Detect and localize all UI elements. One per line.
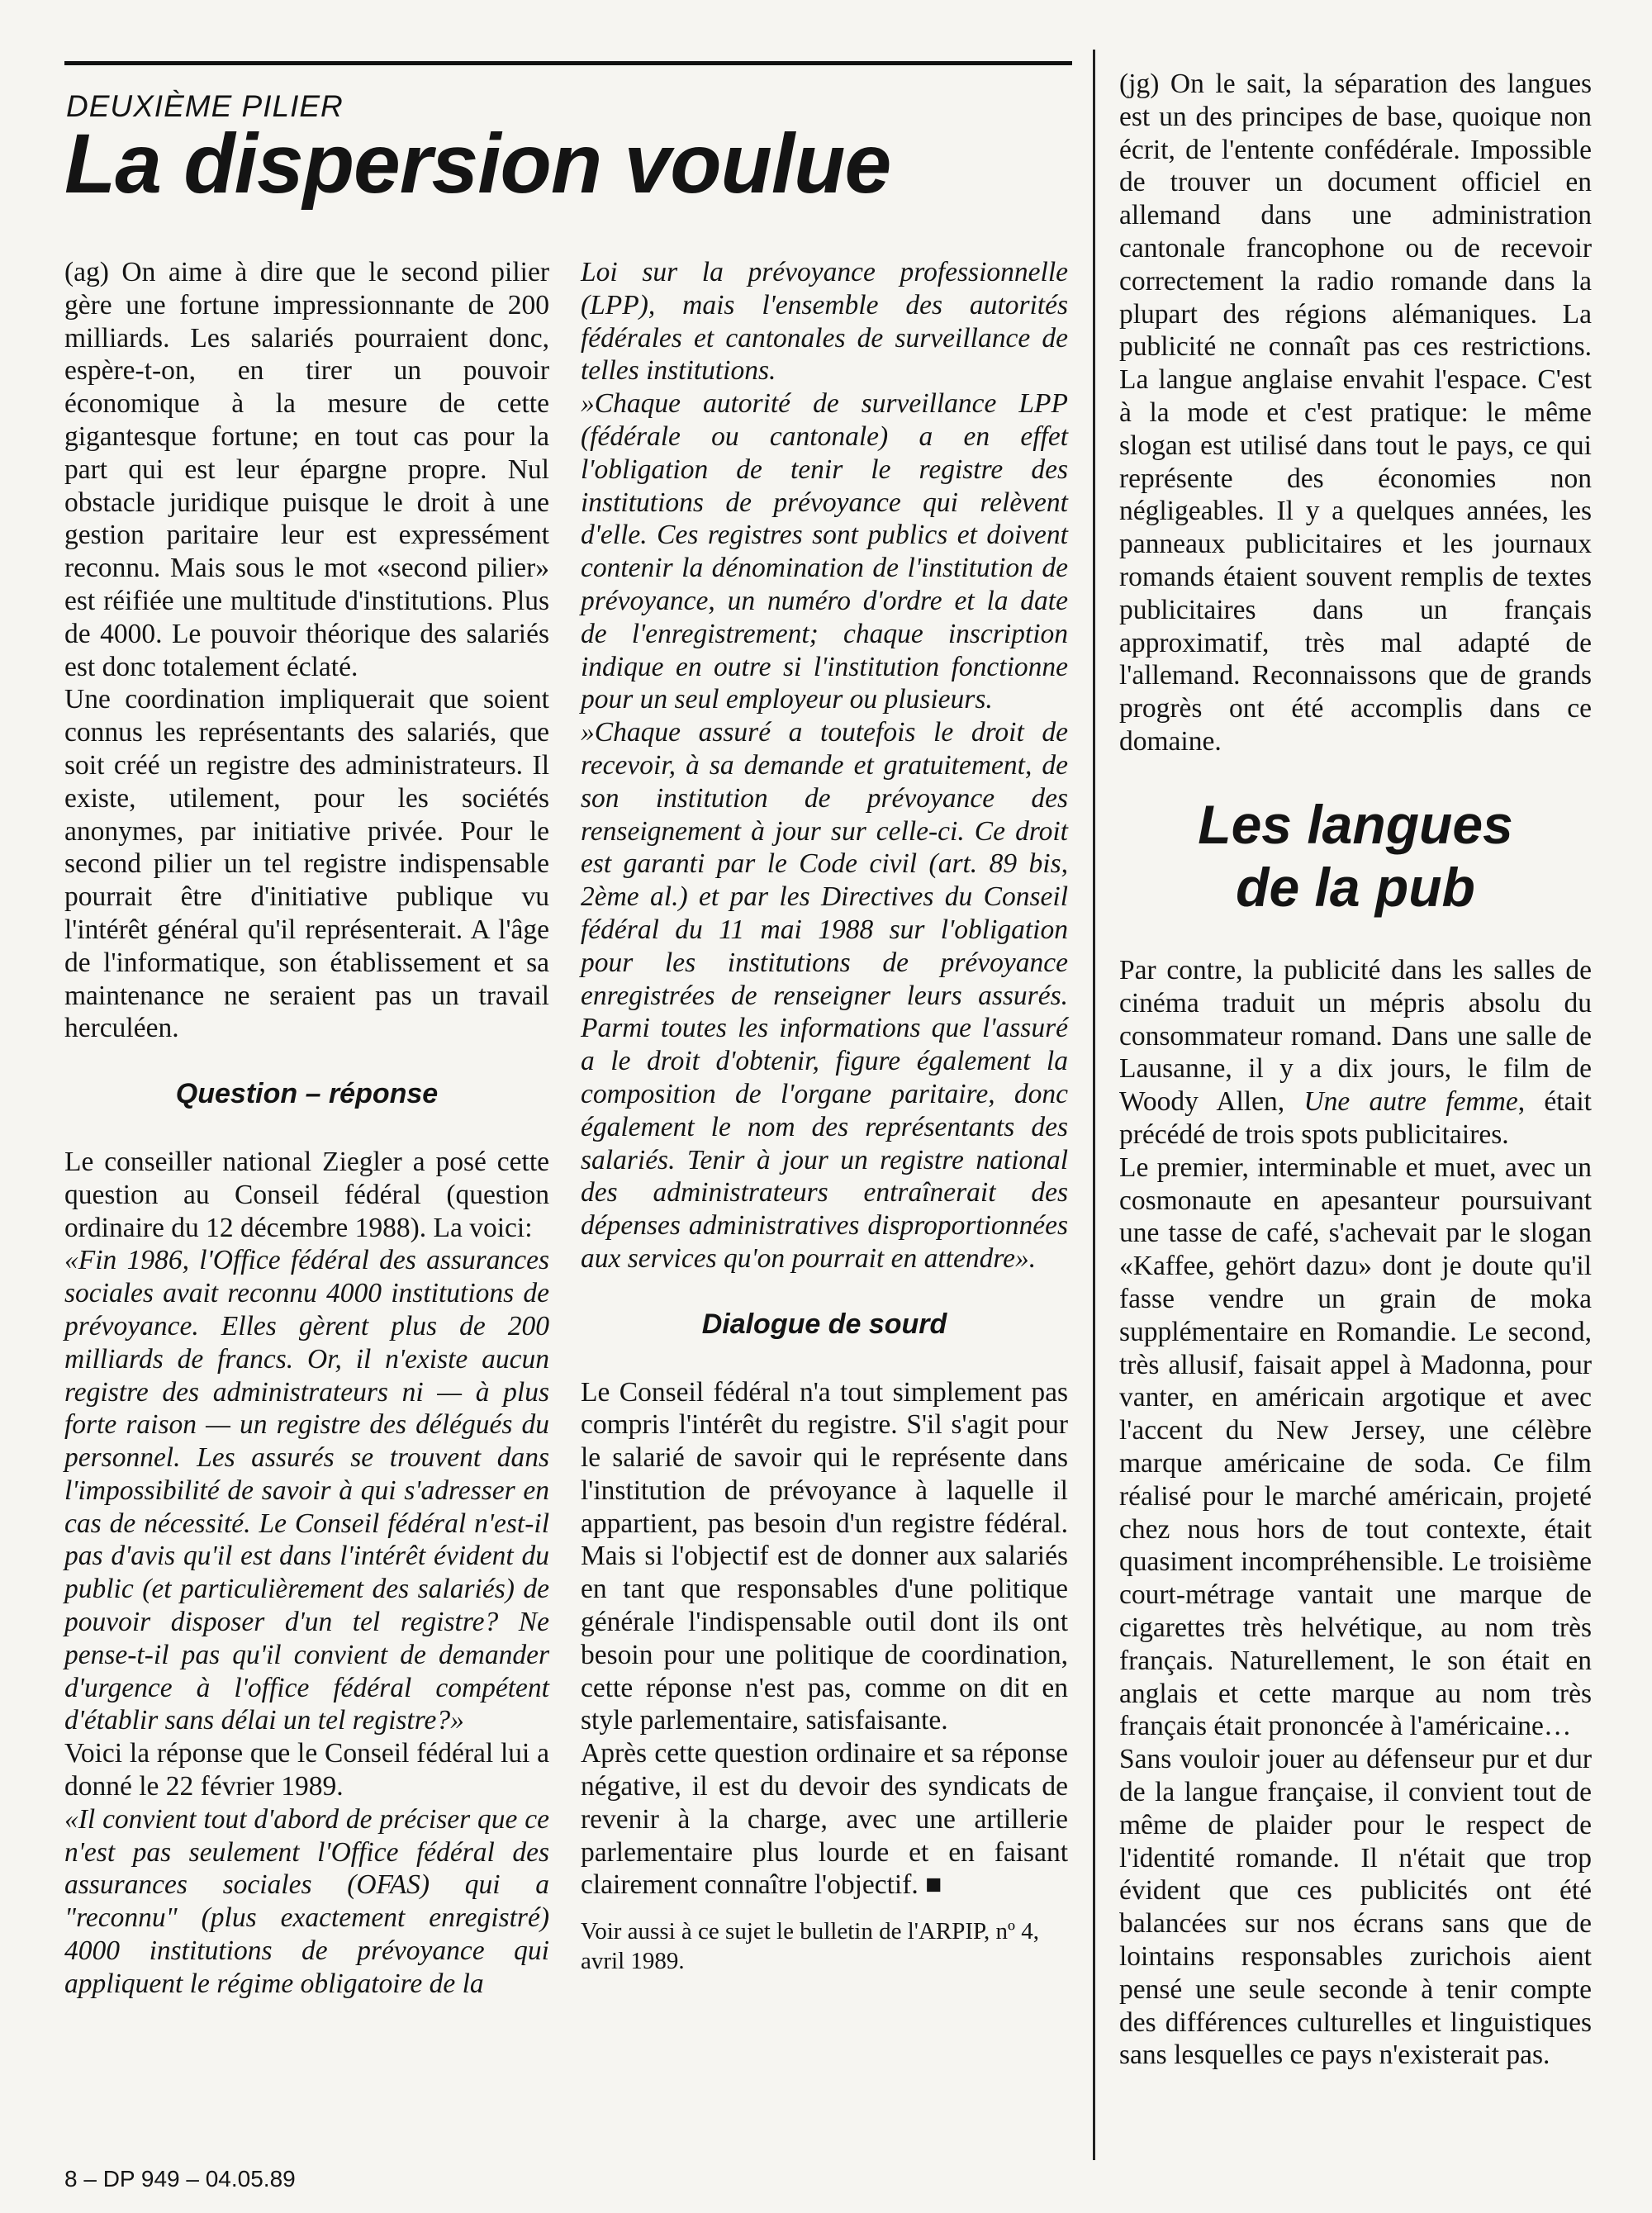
paragraph: Après cette question ordinaire et sa réponse négative, il est du devoir des syndicats de revenir à la charge, avec une artillerie parlementaire plus lourde et en faisant clairement connaître l'objectif. ■ [581, 1738, 1068, 1901]
text-span: Par contre, la publicité dans les salles de cinéma traduit un mépris absolu du consommateur romand. Dans une salle de Lausanne, il y a dix jours, le film de Woody Allen, [1119, 955, 1592, 1118]
article-title: La dispersion voulue [64, 116, 891, 211]
paragraph: Le premier, interminable et muet, avec un cosmonaute en apesanteur poursuivant une tasse de café, s'achevait par le slogan «Kaffee, gehört dazu» dont je doute qu'il fasse vendre un grain de moka supplémentaire en Romandie. Le second, très allusif, faisait appel à Madonna, pour vanter, en américain argotique et avec l'accent du New Jersey, une célèbre marque américaine de soda. Ce film réalisé pour le marché américain, projeté chez nous hors de tout contexte, était quasiment incompréhensible. Le troisième court-métrage vantait une marque de cigarettes très helvétique, au nom très français. Naturellement, le son était en anglais et cette marque au nom très français était prononcée à l'américaine… [1119, 1152, 1592, 1742]
paragraph: Voici la réponse que le Conseil fédéral lui a donné le 22 février 1989. [64, 1738, 549, 1802]
paragraph: Le conseiller national Ziegler a posé cette question au Conseil fédéral (question ordinaire du 12 décembre 1988). La voici: [64, 1146, 549, 1243]
film-title: Une autre femme [1303, 1086, 1518, 1118]
article2-title-line1: Les langues [1198, 794, 1513, 855]
paragraph: Une coordination impliquerait que soient connus les représentants des salariés, que soit créé un registre des administrateurs. Il existe, utilement, pour les sociétés anonymes, par initiative privée. Pour le second pilier un tel registre indispensable pourrait être d'initiative publique vu l'intérêt général qu'il représenterait. A l'âge de l'informatique, son établissement et sa maintenance ne seraient pas un travail herculéen. [64, 684, 549, 1044]
article1-column2 [581, 256, 1068, 1976]
quote-paragraph: «Il convient tout d'abord de préciser que ce n'est pas seulement l'Office fédéral des assurances sociales (OFAS) qui a "reconnu" (plus exactement enregistré) 4000 institutions de prévoyance qui appliquent le régime obligatoire de la [64, 1803, 549, 1999]
quote-paragraph: «Fin 1986, l'Office fédéral des assurances sociales avait reconnu 4000 institutions de prévoyance. Elles gèrent plus de 200 milliards de francs. Or, il n'existe aucun registre des administrateurs ni — à plus forte raison — un registre des délégués du personnel. Les assurés se trouvent dans l'impossibilité de savoir à qui s'adresser en cas de nécessité. Le Conseil fédéral n'est-il pas d'avis qu'il est dans l'intérêt évident du public (et particulièrement des salariés) de pouvoir disposer d'un tel registre? Ne pense-t-il pas qu'il convient de demander d'urgence à l'office fédéral compétent d'établir sans délai un tel registre?» [64, 1245, 549, 1736]
article2-title-line2: de la pub [1236, 857, 1475, 918]
text-span: , était précédé de trois spots publicitaires. [1119, 1086, 1592, 1150]
article2-intro [1119, 68, 1592, 758]
paragraph: (jg) On le sait, la séparation des langues est un des principes de base, quoique non écrit, de l'entente confédérale. Impossible de trouver un document officiel en allemand dans une administration cantonale francophone ou de recevoir correctement la radio romande dans la plupart des régions alémaniques. La publicité ne connaît pas ces restrictions. La langue anglaise envahit l'espace. C'est à la mode et c'est pratique: le même slogan est utilisé dans tout le pays, ce qui représente des économies non négligeables. Il y a quelques années, les panneaux publicitaires et les journaux romands étaient souvent remplis de textes publicitaires dans un français approximatif, très mal adapté de l'allemand. Reconnaissons que de grands progrès ont été accomplis dans ce domaine. [1119, 69, 1592, 757]
quote-paragraph: »Chaque autorité de surveillance LPP (fédérale ou cantonale) a en effet l'obligation de tenir le registre des institutions de prévoyance qui relèvent d'elle. Ces registres sont publics et doivent contenir la dénomination de l'institution de prévoyance, un numéro d'ordre et la date de l'enregistrement; chaque inscription indique en outre si l'institution fonctionne pour un seul employeur ou plusieurs. [581, 388, 1068, 715]
article-kicker: DEUXIÈME PILIER [66, 89, 344, 123]
quote-paragraph: »Chaque assuré a toutefois le droit de recevoir, à sa demande et gratuitement, de son institution de prévoyance des renseignement à jour sur celle-ci. Ce droit est garanti par le Code civil (art. 89 bis, 2ème al.) et par les Directives du Conseil fédéral du 11 mai 1988 sur l'obligation pour les institutions de prévoyance enregistrées de renseigner leurs assurés. Parmi toutes les informations que l'assuré a le droit d'obtenir, figure également la composition de l'organe paritaire, donc également le nom des représentants des salariés. Tenir à jour un registre national des administrateurs entraînerait des dépenses administratives disproportionnées aux services qu'on pourrait en attendre». [581, 717, 1068, 1274]
top-rule [64, 61, 1072, 65]
paragraph: (ag) On aime à dire que le second pilier gère une fortune impressionnante de 200 milliards. Les salariés pourraient donc, espère-t-on, en tirer un pouvoir économique à la mesure de cette gigantesque fortune; en tout cas pour la part qui est leur épargne propre. Nul obstacle juridique puisque le droit à une gestion paritaire leur est expressément reconnu. Mais sous le mot «second pilier» est réifiée une multitude d'institutions. Plus de 4000. Le pouvoir théorique des salariés est donc totalement éclaté. [64, 257, 549, 682]
quote-paragraph: Loi sur la prévoyance professionnelle (LPP), mais l'ensemble des autorités fédérales et cantonales de surveillance de telles institutions. [581, 257, 1068, 387]
subheading-question-reponse: Question – réponse [175, 1078, 439, 1110]
reference-note: Voir aussi à ce sujet le bulletin de l'ARPIP, nº 4, avril 1989. [581, 1918, 1039, 1975]
paragraph: Le Conseil fédéral n'a tout simplement pas compris l'intérêt du registre. S'il s'agit pour le salarié de savoir qui le représente dans l'institution de prévoyance à laquelle il appartient, pas besoin d'un registre fédéral. Mais si l'objectif est de donner aux salariés en tant que responsables d'une politique générale l'indispensable outil dont ils ont besoin pour une politique de coordination, cette réponse n'est pas, comme on dit en style parlementaire, satisfaisante. [581, 1376, 1068, 1736]
page-footer: 8 – DP 949 – 04.05.89 [64, 2166, 296, 2192]
article2-title [1119, 793, 1592, 919]
subheading-dialogue-de-sourd: Dialogue de sourd [701, 1308, 947, 1340]
article2-body [1119, 954, 1592, 2072]
paragraph [1119, 954, 1592, 1152]
article1-column1 [64, 256, 549, 2001]
paragraph: Sans vouloir jouer au défenseur pur et dur de la langue française, il convient tout de même de plaider pour le respect de l'identité romande. Il n'était que trop évident que ces publicités ont été balancées sur nos écrans sans que de lointains responsables zurichois aient pensé une seule seconde à tenir compte des différences culturelles et linguistiques sans lesquelles ce pays n'existerait pas. [1119, 1744, 1592, 2071]
column-divider [1093, 50, 1095, 2160]
